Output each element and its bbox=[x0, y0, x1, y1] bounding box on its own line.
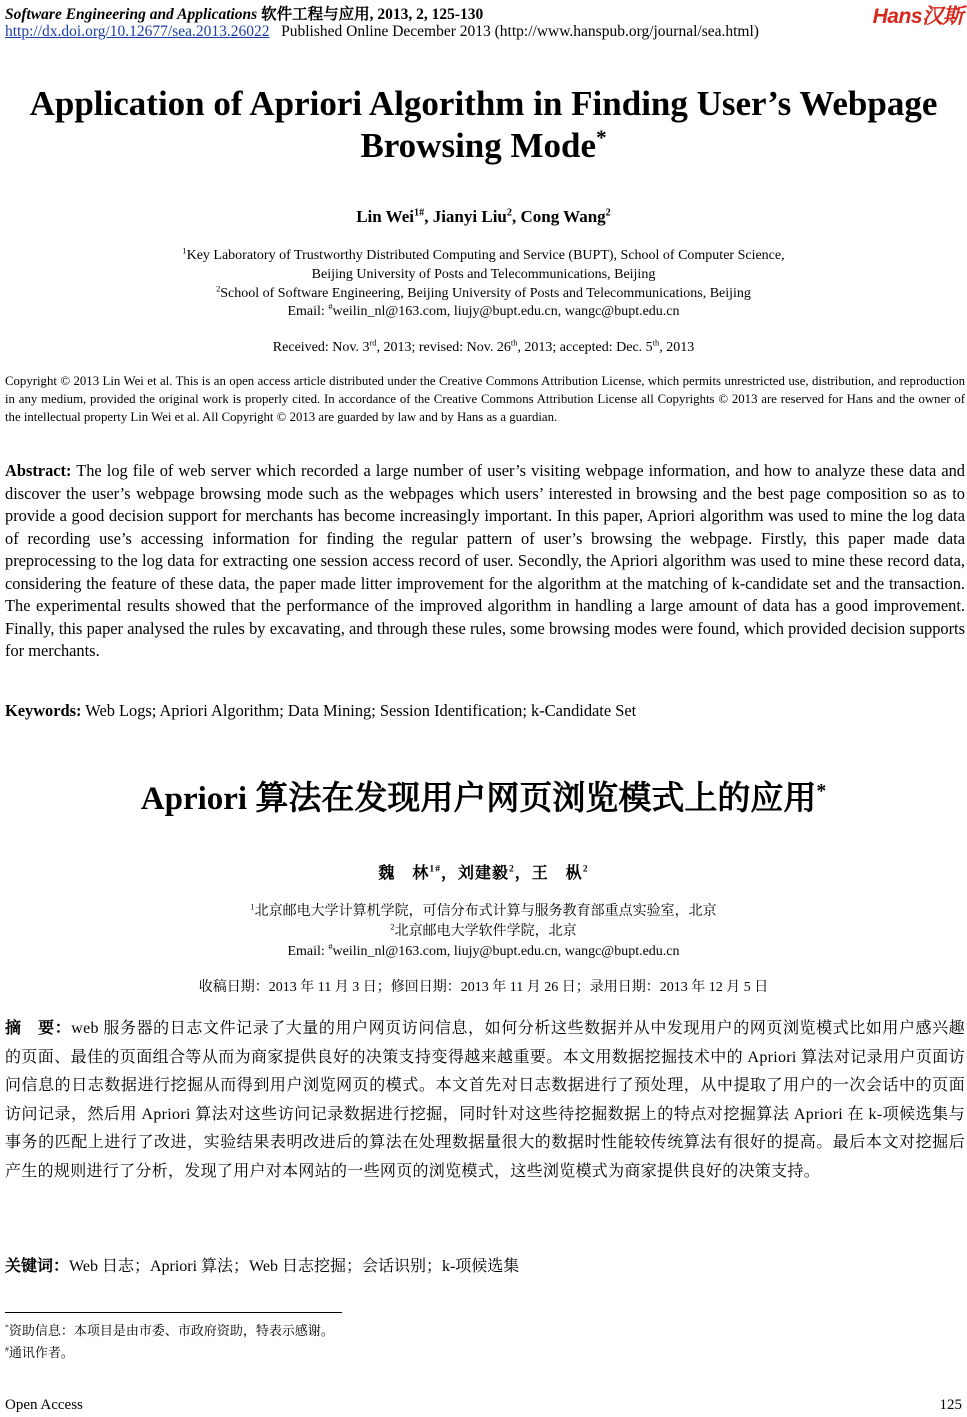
open-access-label: Open Access bbox=[5, 1397, 83, 1413]
abstract-cn bbox=[5, 1015, 965, 1186]
abstract-text: The log file of web server which recorded a large number of user’s visiting webpage information, and how to analyze these data and discover the user’s webpage browsing mode such as the webpages which users’ interested in browsing and the best page composition so as to provide a good decision support for merchants has become increasingly important. In this paper, Apriori algorithm was used to mine the log data of recording use’s accessing information for finding the regular pattern of user’s browsing the webpage. Firstly, this paper made data preprocessing to the log data for extracting one session access record of user. Secondly, the Apriori algorithm was used to mine these record data, considering the feature of these data, the paper made litter improvement for the algorithm at the matching of k-candidate set and the transaction. The experimental results showed that the performance of the improved algorithm in handling a large amount of data has a good improvement. Finally, this paper analysed the rules by excavating, and through these rules, some browsing modes were found, which provided decision supports for merchants. bbox=[5, 461, 965, 660]
email-cn-label: Email: bbox=[287, 944, 329, 959]
footnote-corresponding-mark: # bbox=[5, 1344, 9, 1354]
affiliation-2 bbox=[0, 284, 967, 303]
journal-header bbox=[5, 2, 483, 24]
email-sup: # bbox=[328, 302, 333, 312]
received-dates-cn: 收稿日期：2013 年 11 月 3 日；修回日期：2013 年 11 月 26 日；录用日期：2013 年 12 月 5 日 bbox=[198, 980, 769, 995]
email-cn-sup: # bbox=[328, 942, 333, 952]
affiliation-1-cont: Beijing University of Posts and Telecommunications, Beijing bbox=[311, 267, 656, 282]
authors-cn bbox=[0, 860, 967, 883]
author-cn-2-sup: 2 bbox=[509, 863, 515, 875]
received-s2: th bbox=[510, 338, 518, 348]
author-cn-1-sup: 1# bbox=[429, 863, 441, 875]
affiliation-cn-2-sup: 2 bbox=[390, 922, 395, 932]
affiliation-cn-2-text: 北京邮电大学软件学院，北京 bbox=[394, 924, 577, 939]
paper-title-cn bbox=[0, 772, 967, 819]
received-p4: , 2013 bbox=[659, 340, 695, 355]
author-3: , Cong Wang bbox=[511, 207, 606, 226]
title-cn-text: Apriori 算法在发现用户网页浏览模式上的应用 bbox=[140, 781, 817, 817]
affiliation-2-sup: 2 bbox=[216, 284, 221, 294]
keywords-en bbox=[5, 701, 965, 721]
journal-name-cn: 软件工程与应用 bbox=[261, 6, 370, 23]
affiliation-cn-1-sup: 1 bbox=[250, 902, 255, 912]
author-cn-3: ，王 枞 bbox=[514, 865, 583, 882]
title-line-2 bbox=[0, 125, 967, 167]
email-cn-text: weilin_nl@163.com, liujy@bupt.edu.cn, wangc@bupt.edu.cn bbox=[332, 944, 680, 959]
copyright-notice: Copyright © 2013 Lin Wei et al. This is an open access article distributed under the Creative Commons Attribution License, which permits unrestricted use, distribution, and reproduction in any medium, provided the original work is properly cited. In accordance of the Creative Commons Attribution License all Copyrights © 2013 are reserved for Hans and the owner of the intellectual property Lin Wei et al. All Copyright © 2013 are guarded by law and by Hans as a guardian. bbox=[5, 374, 965, 424]
keywords-label: Keywords: bbox=[5, 701, 82, 720]
keywords-cn bbox=[5, 1253, 965, 1276]
keywords-text: Web Logs; Apriori Algorithm; Data Mining; Session Identification; k-Candidate Set bbox=[81, 701, 637, 720]
footnote-funding-text: 资助信息：本项目是由市委、市政府资助，特表示感谢。 bbox=[8, 1323, 334, 1338]
received-p3: , 2013; accepted: Dec. 5 bbox=[517, 340, 653, 355]
affiliation-cn-1 bbox=[0, 902, 967, 921]
journal-name: Software Engineering and Applications bbox=[5, 6, 258, 23]
author-2: , Jianyi Liu bbox=[424, 207, 507, 226]
keywords-cn-label: 关键词： bbox=[5, 1258, 70, 1275]
keywords-cn-text: Web 日志；Apriori 算法；Web 日志挖掘；会话识别；k-项候选集 bbox=[69, 1258, 520, 1275]
received-p2: , 2013; revised: Nov. 26 bbox=[376, 340, 511, 355]
footnote-corresponding bbox=[5, 1342, 74, 1361]
email-cn bbox=[0, 942, 967, 961]
footnote-rule bbox=[5, 1312, 342, 1313]
received-s3: th bbox=[652, 338, 660, 348]
footnote-corresponding-text: 通讯作者。 bbox=[8, 1345, 74, 1360]
title-footnote-mark: * bbox=[596, 125, 607, 150]
abstract-en bbox=[5, 460, 965, 663]
email-en bbox=[0, 302, 967, 321]
page-number: 125 bbox=[939, 1397, 962, 1413]
published-online: Published Online December 2013 (http://www.hanspub.org/journal/sea.html) bbox=[281, 23, 759, 40]
affiliation-cn-1-text: 北京邮电大学计算机学院，可信分布式计算与服务教育部重点实验室，北京 bbox=[254, 904, 717, 919]
authors-en bbox=[0, 207, 967, 227]
journal-issue: , 2013, 2, 125-130 bbox=[369, 6, 484, 23]
received-s1: rd bbox=[369, 338, 377, 348]
footnote-funding bbox=[5, 1320, 334, 1339]
affiliation-cn-2 bbox=[0, 922, 967, 941]
abstract-label: Abstract: bbox=[5, 461, 72, 480]
email-text: weilin_nl@163.com, liujy@bupt.edu.cn, wangc@bupt.edu.cn bbox=[332, 304, 680, 319]
author-cn-1: 魏 林 bbox=[378, 865, 430, 882]
received-p1: Received: Nov. 3 bbox=[272, 340, 370, 355]
author-1-sup: 1# bbox=[414, 207, 425, 219]
footnote-funding-mark: * bbox=[5, 1322, 9, 1332]
author-cn-2: ，刘建毅 bbox=[440, 865, 509, 882]
abstract-cn-text: web 服务器的日志文件记录了大量的用户网页访问信息，如何分析这些数据并从中发现用户的网页浏览模式比如用户感兴趣的页面、最佳的页面组合等从而为商家提供良好的决策支持变得越来越重要。本文用数据挖掘技术中的 Apriori 算法对记录用户页面访问信息的日志数据进行挖掘从而得到用户浏览网页的模式。本文首先对日志数据进行了预处理，从中提取了用户的一次会话中的页面访问记录，然后用 Apriori 算法对这些访问记录数据进行挖掘，同时针对这些待挖掘数据上的特点对挖掘算法 Apriori 在 k-项候选集与事务的匹配上进行了改进，实验结果表明改进后的算法在处理数据量很大的数据时性能较传统算法有很好的提高。最后本文对挖掘后产生的规则进行了分析，发现了用户对本网站的一些网页的浏览模式，这些浏览模式为商家提供良好的决策支持。 bbox=[5, 1020, 965, 1180]
affiliation-1 bbox=[0, 246, 967, 265]
title-cn-mark: * bbox=[816, 780, 827, 802]
author-cn-3-sup: 2 bbox=[582, 863, 589, 875]
affiliation-1-sup: 1 bbox=[182, 246, 187, 256]
author-3-sup: 2 bbox=[605, 207, 611, 219]
received-dates bbox=[0, 338, 967, 357]
author-2-sup: 2 bbox=[506, 207, 512, 219]
title-line-1: Application of Apriori Algorithm in Finding User’s Webpage bbox=[29, 84, 938, 123]
abstract-cn-label: 摘 要： bbox=[5, 1020, 72, 1037]
affiliation-1-text: Key Laboratory of Trustworthy Distributed Computing and Service (BUPT), School of Computer Science, bbox=[186, 248, 785, 263]
doi-line bbox=[5, 23, 759, 41]
author-1: Lin Wei bbox=[356, 207, 415, 226]
email-label: Email: bbox=[287, 304, 329, 319]
paper-title-en bbox=[0, 83, 967, 167]
title-line-2-text: Browsing Mode bbox=[360, 126, 597, 165]
affiliation-2-text: School of Software Engineering, Beijing University of Posts and Telecommunications, Beijing bbox=[220, 286, 751, 301]
doi-link[interactable]: http://dx.doi.org/10.12677/sea.2013.26022 bbox=[5, 23, 270, 40]
hans-logo: Hans汉斯 bbox=[872, 5, 963, 28]
